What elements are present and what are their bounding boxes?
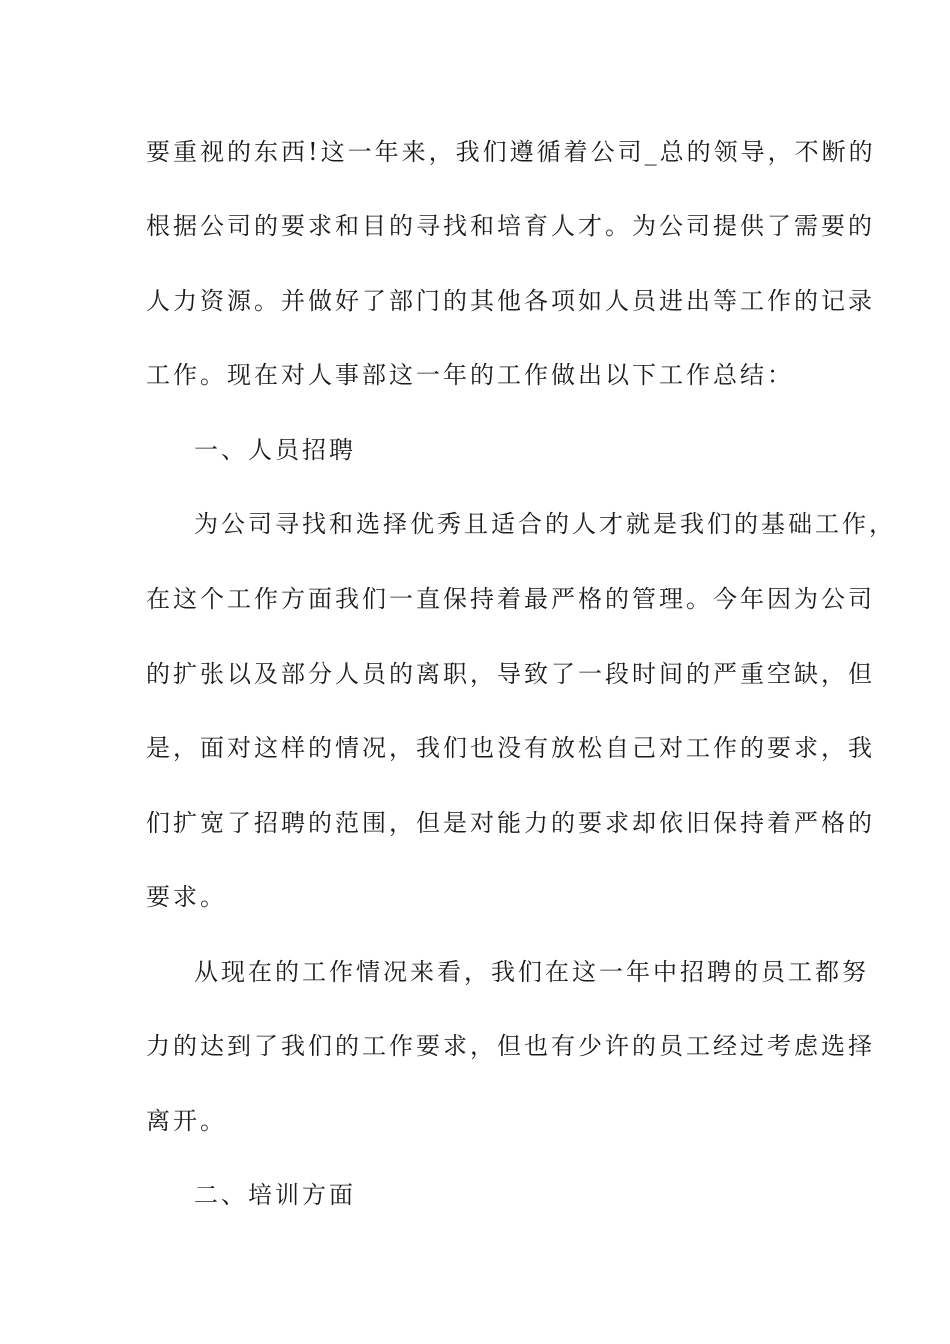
paragraph-line: 离开。 bbox=[146, 1107, 227, 1135]
paragraph-line: 要求。 bbox=[146, 883, 227, 911]
paragraph-line: 为公司寻找和选择优秀且适合的人才就是我们的基础工作， bbox=[194, 510, 896, 538]
paragraph-line: 的扩张以及部分人员的离职，导致了一段时间的严重空缺，但 bbox=[146, 660, 875, 688]
paragraph-line: 是，面对这样的情况，我们也没有放松自己对工作的要求，我 bbox=[146, 734, 875, 762]
paragraph-line: 人力资源。并做好了部门的其他各项如人员进出等工作的记录 bbox=[146, 287, 875, 315]
paragraph-line: 要重视的东西!这一年来，我们遵循着公司_总的领导，不断的 bbox=[146, 138, 876, 166]
section-heading: 一、人员招聘 bbox=[194, 436, 356, 464]
paragraph-line: 工作。现在对人事部这一年的工作做出以下工作总结： bbox=[146, 361, 794, 389]
section-heading: 二、培训方面 bbox=[194, 1181, 356, 1209]
paragraph-line: 从现在的工作情况来看，我们在这一年中招聘的员工都努 bbox=[194, 958, 869, 986]
paragraph-line: 根据公司的要求和目的寻找和培育人才。为公司提供了需要的 bbox=[146, 212, 875, 240]
paragraph-line: 们扩宽了招聘的范围，但是对能力的要求却依旧保持着严格的 bbox=[146, 809, 875, 837]
paragraph-line: 力的达到了我们的工作要求，但也有少许的员工经过考虑选择 bbox=[146, 1032, 875, 1060]
paragraph-line: 在这个工作方面我们一直保持着最严格的管理。今年因为公司 bbox=[146, 585, 875, 613]
